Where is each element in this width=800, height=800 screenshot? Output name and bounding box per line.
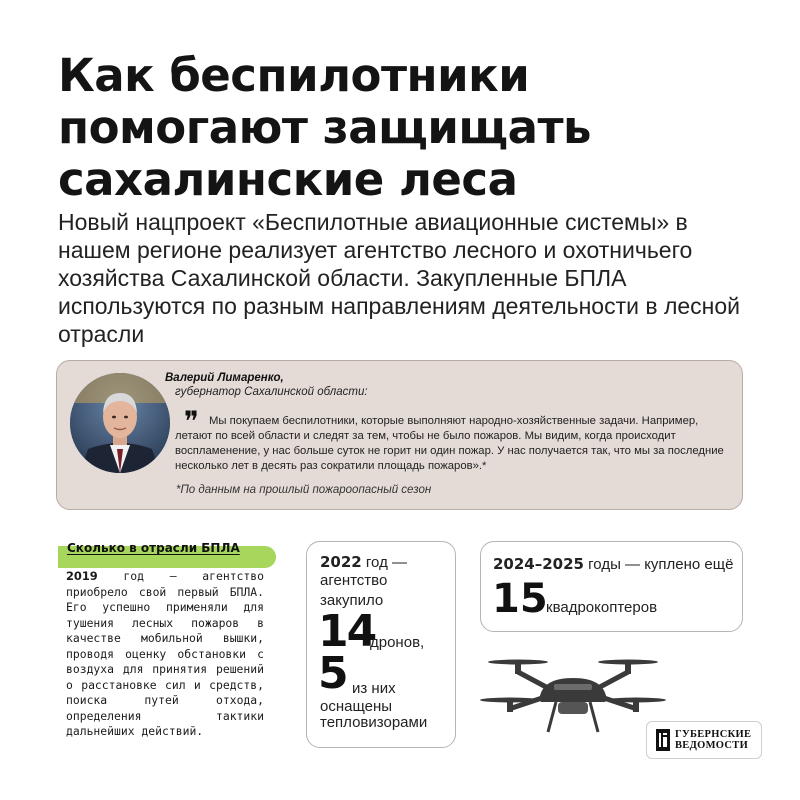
stat-2024-years: 2024–2025 xyxy=(493,555,584,573)
title-line: сахалинские леса xyxy=(58,153,518,206)
title-line: помогают защищать xyxy=(58,101,592,154)
section-body: год — агентство приобрело свой первый БПЛА. Его успешно применяли для тушения лесных пожаров в качестве мобильной вышки, проводя оценку обстановки с воздуха для принятия решений о расстановке сил и средств, поиска путей отхода, определения тактики дальнейших действий. xyxy=(66,569,264,738)
section-title: Сколько в отрасли БПЛА xyxy=(67,541,240,555)
stat-quadcopters-unit: квадрокоптеров xyxy=(546,599,658,616)
portrait-photo xyxy=(70,373,170,473)
governor-portrait xyxy=(70,373,170,473)
section-year: 2019 xyxy=(66,569,98,583)
quote-mark-icon: ❞ xyxy=(184,405,200,438)
stat-2022-line: закупило xyxy=(320,592,384,609)
stat-thermal-unit: из них xyxy=(352,680,396,697)
stat-2022-year: 2022 xyxy=(320,553,362,571)
quote-author-role: губернатор Сахалинской области: xyxy=(175,386,368,398)
section-text xyxy=(66,569,264,740)
stat-2024-heading xyxy=(493,555,733,573)
lead-paragraph: Новый нацпроект «Беспилотные авиационные системы» в нашем регионе реализует агентство лесного и охотничьего хозяйства Сахалинской области. Закупленные БПЛА используются по разным направлениям деятельности в лесной отрасли xyxy=(58,209,741,347)
stat-2022-year-suffix: год — xyxy=(361,554,407,571)
quote-footnote: *По данным на прошлый пожароопасный сезон xyxy=(176,484,432,496)
stat-quadcopters-count: 15 xyxy=(492,576,548,622)
page-title xyxy=(58,50,758,206)
drone-icon xyxy=(478,650,668,740)
quote-text: Мы покупаем беспилотники, которые выполняют народно-хозяйственные задачи. Например, летают по всей области и следят за тем, чтобы не было пожаров. Мы видим, когда происходит воспламенение, у нас больше суток не горит ни один пожар. У нас получается так, что мы за последние несколько лет в десять раз сократили площадь пожаров».* xyxy=(175,415,724,472)
stat-2022-line: оснащены xyxy=(320,698,393,715)
stat-drones-count: 14 xyxy=(318,606,376,657)
logo-text: ВЕДОМОСТИ xyxy=(675,740,749,751)
quote-author-name: Валерий Лимаренко, xyxy=(165,372,284,384)
stat-thermal-count: 5 xyxy=(318,648,349,699)
logo-text: ГУБЕРНСКИЕ xyxy=(675,729,752,740)
stat-2022-heading xyxy=(320,553,407,571)
stat-2022-line: тепловизорами xyxy=(320,714,428,731)
title-line: Как беспилотники xyxy=(58,49,530,102)
stat-2024-years-suffix: годы — куплено ещё xyxy=(584,556,734,573)
stat-2022-line: агентство xyxy=(320,572,388,589)
newspaper-logo-icon xyxy=(656,729,670,751)
stat-drones-unit: дронов, xyxy=(370,634,425,651)
